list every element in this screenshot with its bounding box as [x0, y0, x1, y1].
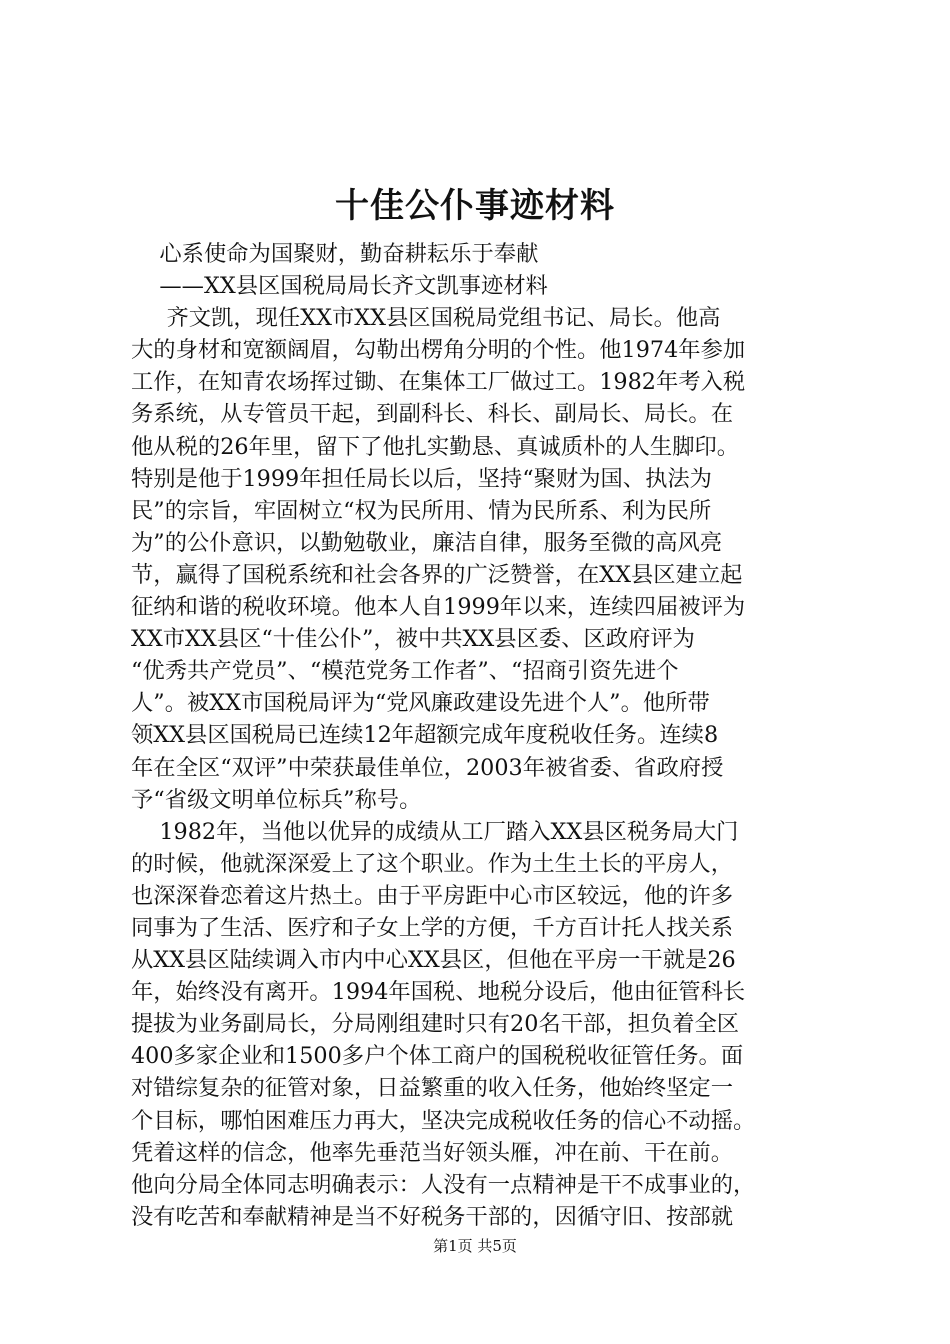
body-line: 大的身材和宽额阔眉，勾勒出楞角分明的个性。他1974年参加: [131, 337, 746, 364]
body-line: 的时候，他就深深爱上了这个职业。作为土生土长的平房人，: [131, 850, 734, 877]
body-line: 凭着这样的信念，他率先垂范当好领头雁，冲在前、干在前。: [131, 1139, 734, 1166]
body-line: 1982年，当他以优异的成绩从工厂踏入XX县区税务局大门: [131, 818, 739, 845]
body-line: 予“省级文明单位标兵”称号。: [131, 786, 422, 813]
body-line: 工作，在知青农场挥过锄、在集体工厂做过工。1982年考入税: [131, 369, 746, 396]
body-line: 务系统，从专管员干起，到副科长、科长、副局长、局长。在: [131, 401, 734, 428]
body-line: XX市XX县区“十佳公仆”，被中共XX县区委、区政府评为: [131, 626, 695, 653]
body-line: “优秀共产党员”、“模范党务工作者”、“招商引资先进个: [131, 658, 679, 685]
body-line: 年，始终没有离开。1994年国税、地税分设后，他由征管科长: [131, 979, 746, 1006]
body-line: 领XX县区国税局已连续12年超额完成年度税收任务。连续8: [131, 722, 719, 749]
body-line: 没有吃苦和奉献精神是当不好税务干部的，因循守旧、按部就: [131, 1203, 734, 1230]
body-line: 同事为了生活、医疗和子女上学的方便，千方百计托人找关系: [131, 914, 734, 941]
body-line: 年在全区“双评”中荣获最佳单位，2003年被省委、省政府授: [131, 754, 724, 781]
body-line: 400多家企业和1500多户个体工商户的国税税收征管任务。面: [131, 1043, 744, 1070]
body-line: 对错综复杂的征管对象，日益繁重的收入任务，他始终坚定一: [131, 1075, 734, 1102]
body-line: 他从税的26年里，留下了他扎实勤恳、真诚质朴的人生脚印。: [131, 433, 740, 460]
body-line: 民”的宗旨，牢固树立“权为民所用、情为民所系、利为民所: [131, 497, 712, 524]
page-footer: 第1页 共5页: [433, 1237, 517, 1255]
body-line: 个目标，哪怕困难压力再大，坚决完成税收任务的信心不动摇。: [131, 1107, 756, 1134]
body-line: 人”。被XX市国税局评为“党风廉政建设先进个人”。他所带: [131, 690, 710, 717]
body-line: ——XX县区国税局局长齐文凯事迹材料: [131, 273, 548, 300]
body-line: 提拔为业务副局长，分局刚组建时只有20名干部，担负着全区: [131, 1011, 740, 1038]
body-line: 为”的公仆意识，以勤勉敬业，廉洁自律，服务至微的高风亮: [131, 529, 723, 556]
body-line: 齐文凯，现任XX市XX县区国税局党组书记、局长。他高: [131, 305, 721, 332]
body-line: 心系使命为国聚财，勤奋耕耘乐于奉献: [131, 241, 539, 267]
body-line: 他向分局全体同志明确表示：人没有一点精神是干不成事业的，: [131, 1171, 756, 1198]
body-line: 征纳和谐的税收环境。他本人自1999年以来，连续四届被评为: [131, 594, 746, 621]
document-title: 十佳公仆事迹材料: [335, 186, 615, 226]
body-line: 特别是他于1999年担任局长以后，坚持“聚财为国、执法为: [131, 465, 712, 492]
body-line: 也深深眷恋着这片热土。由于平房距中心市区较远，他的许多: [131, 882, 734, 909]
body-line: 从XX县区陆续调入市内中心XX县区，但他在平房一干就是26: [131, 947, 736, 974]
body-line: 节，赢得了国税系统和社会各界的广泛赞誉，在XX县区建立起: [131, 561, 743, 588]
document-body: [131, 238, 843, 1233]
